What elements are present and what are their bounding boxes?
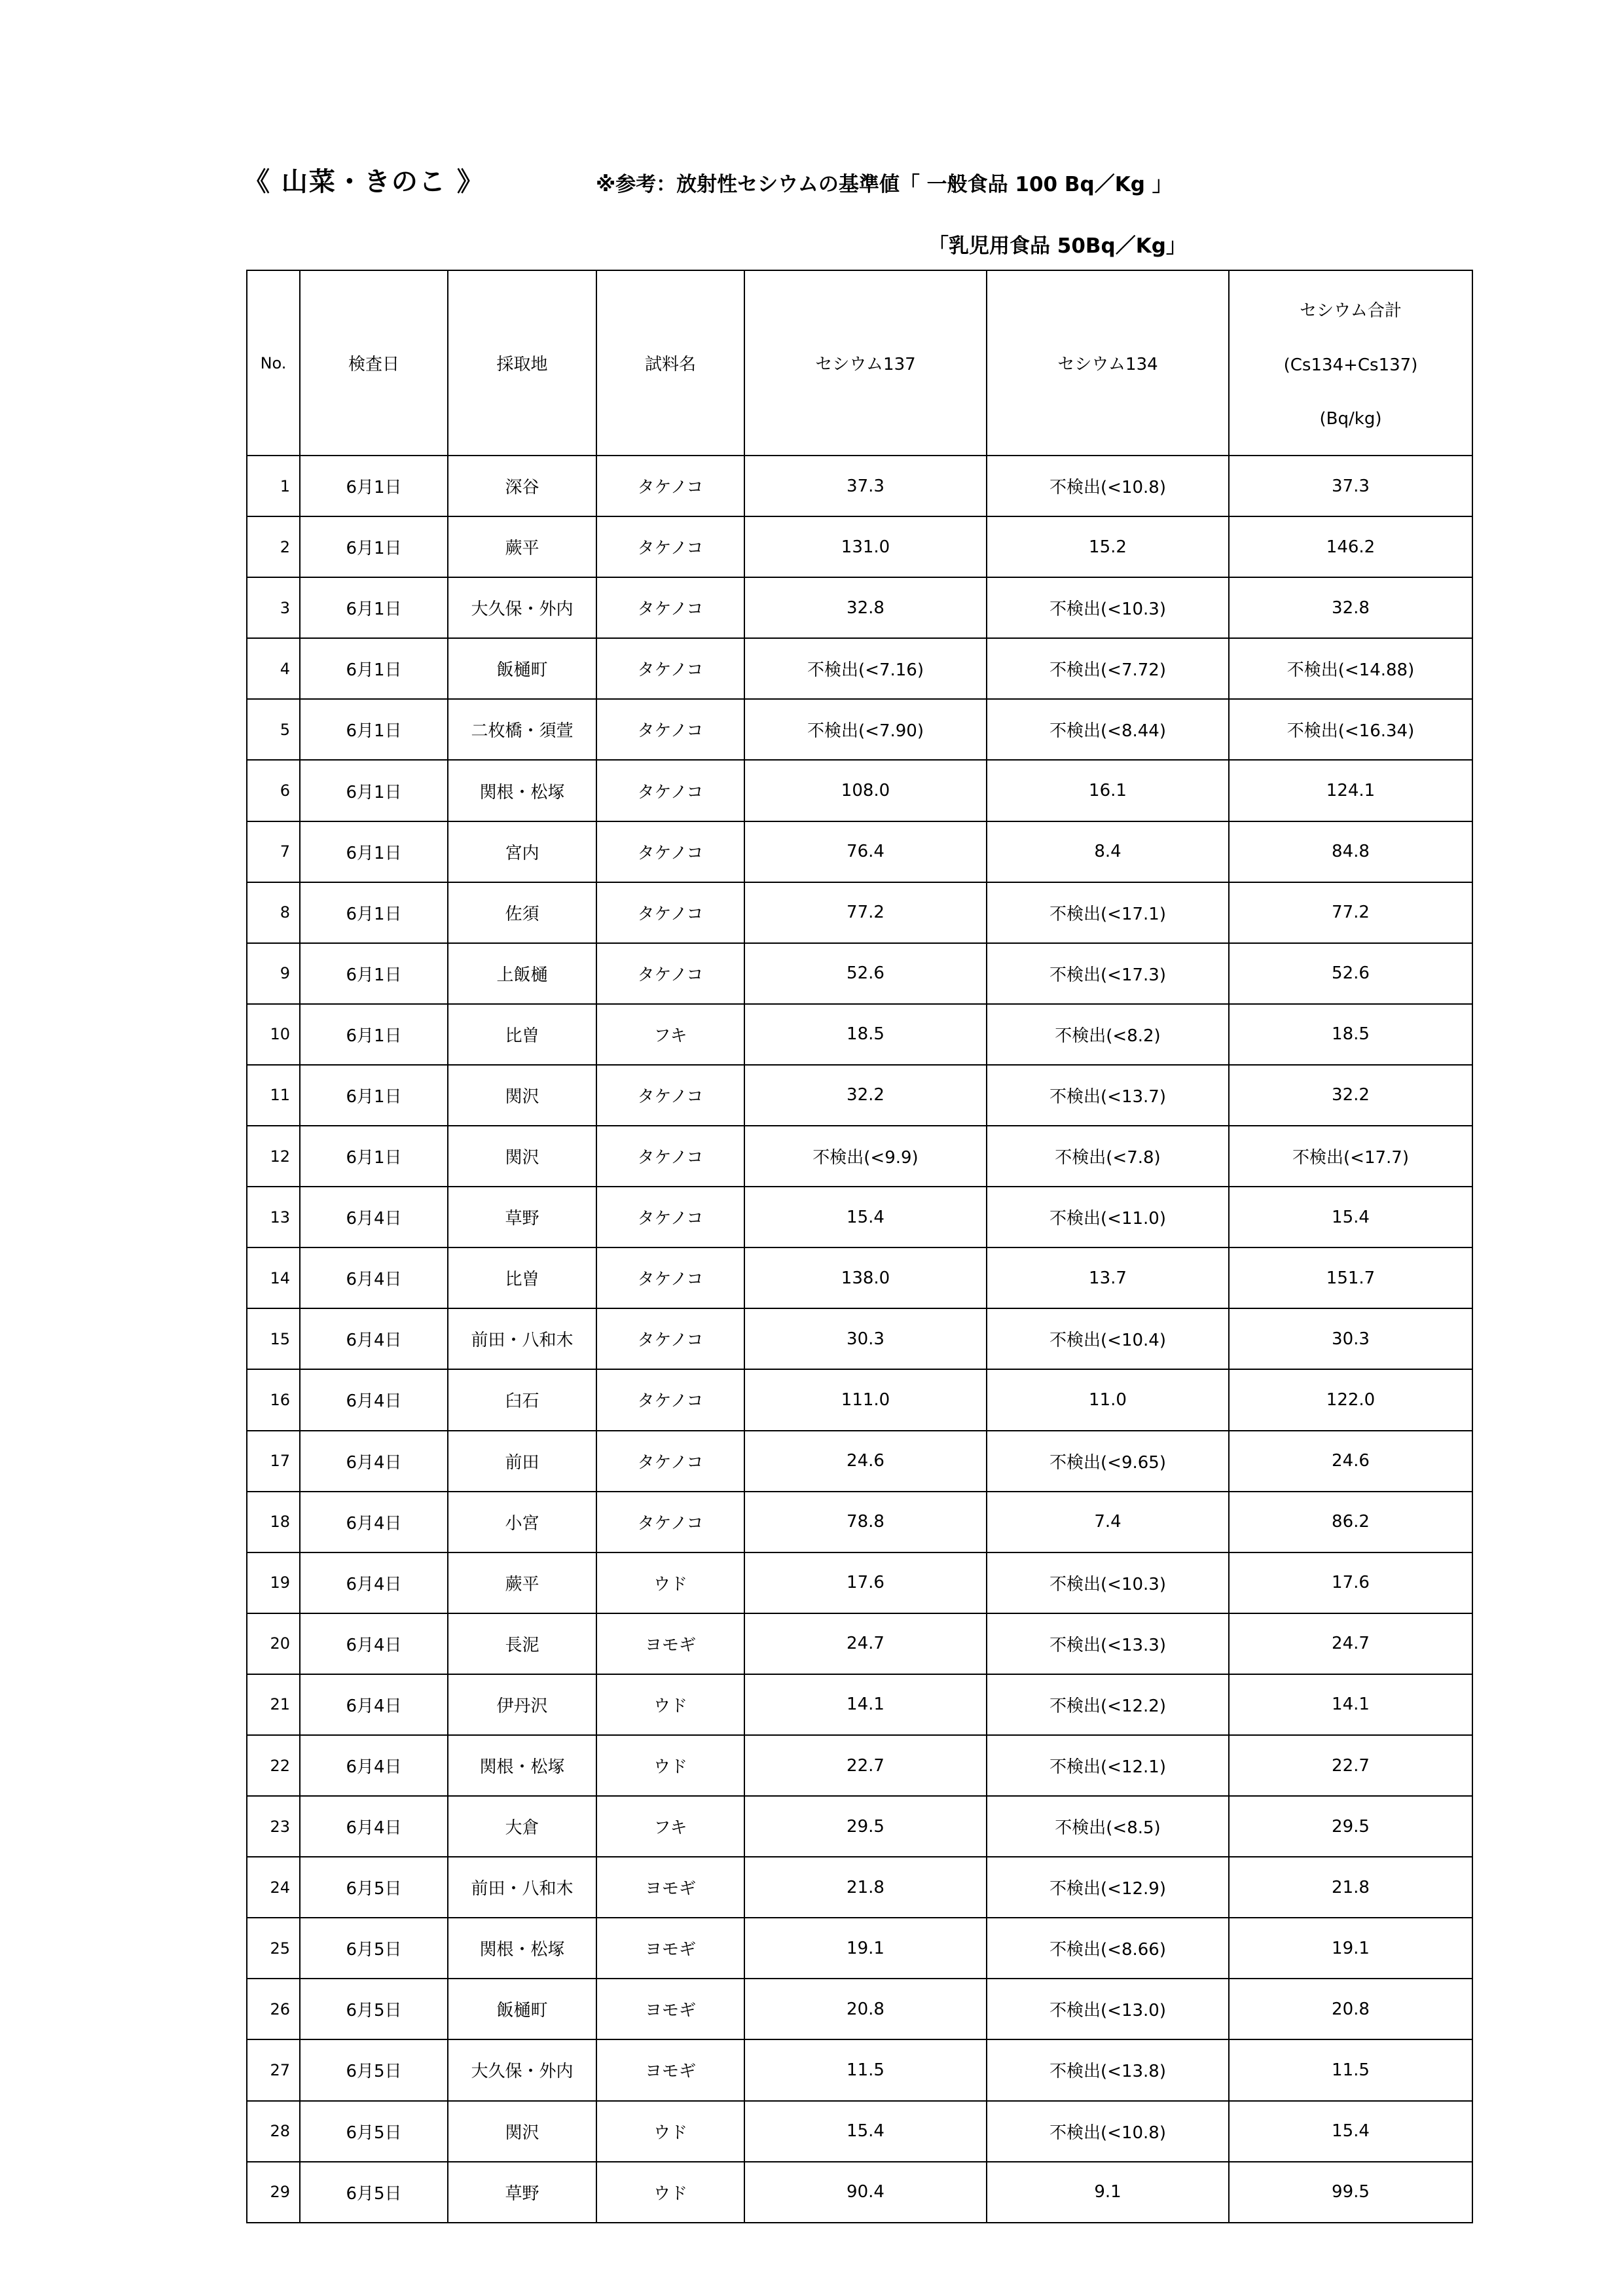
cell-total: 不検出(<14.88) bbox=[1229, 638, 1472, 699]
results-table bbox=[246, 270, 1473, 2223]
cell-location: 臼石 bbox=[448, 1369, 596, 1430]
cell-total: 32.2 bbox=[1229, 1065, 1472, 1126]
cell-date: 6月4日 bbox=[300, 1613, 448, 1674]
cell-date: 6月1日 bbox=[300, 760, 448, 821]
cell-cs137: 11.5 bbox=[744, 2039, 987, 2100]
header-total bbox=[1229, 270, 1472, 456]
table-row bbox=[247, 2039, 1472, 2100]
cell-location: 草野 bbox=[448, 2162, 596, 2223]
cell-total: 17.6 bbox=[1229, 1552, 1472, 1613]
table-header-row bbox=[247, 270, 1472, 456]
cell-sample: ウド bbox=[596, 1552, 744, 1613]
cell-location: 深谷 bbox=[448, 456, 596, 516]
table-row bbox=[247, 1126, 1472, 1187]
cell-cs137: 20.8 bbox=[744, 1979, 987, 2039]
cell-date: 6月1日 bbox=[300, 882, 448, 943]
cell-no: 25 bbox=[247, 1918, 300, 1979]
cell-total: 18.5 bbox=[1229, 1004, 1472, 1065]
cell-no: 6 bbox=[247, 760, 300, 821]
cell-total: 20.8 bbox=[1229, 1979, 1472, 2039]
table-row bbox=[247, 821, 1472, 882]
cell-cs134: 不検出(<7.8) bbox=[987, 1126, 1229, 1187]
table-row bbox=[247, 943, 1472, 1004]
cell-no: 26 bbox=[247, 1979, 300, 2039]
cell-sample: タケノコ bbox=[596, 516, 744, 577]
cell-no: 24 bbox=[247, 1857, 300, 1918]
cell-sample: タケノコ bbox=[596, 1431, 744, 1492]
cell-location: 大久保・外内 bbox=[448, 577, 596, 638]
cell-cs134: 15.2 bbox=[987, 516, 1229, 577]
cell-total: 84.8 bbox=[1229, 821, 1472, 882]
cell-location: 小宮 bbox=[448, 1492, 596, 1552]
cell-date: 6月4日 bbox=[300, 1308, 448, 1369]
cell-cs137: 30.3 bbox=[744, 1308, 987, 1369]
cell-cs137: 18.5 bbox=[744, 1004, 987, 1065]
cell-no: 11 bbox=[247, 1065, 300, 1126]
cell-location: 長泥 bbox=[448, 1613, 596, 1674]
cell-cs134: 13.7 bbox=[987, 1247, 1229, 1308]
cell-no: 29 bbox=[247, 2162, 300, 2223]
cell-location: 関沢 bbox=[448, 1065, 596, 1126]
header-total-formula: (Cs134+Cs137) bbox=[1283, 355, 1418, 375]
cell-sample: ウド bbox=[596, 1674, 744, 1735]
cell-location: 前田・八和木 bbox=[448, 1308, 596, 1369]
table-row bbox=[247, 1308, 1472, 1369]
cell-no: 9 bbox=[247, 943, 300, 1004]
cell-location: 飯樋町 bbox=[448, 638, 596, 699]
cell-date: 6月4日 bbox=[300, 1247, 448, 1308]
cell-location: 比曽 bbox=[448, 1247, 596, 1308]
cell-cs137: 138.0 bbox=[744, 1247, 987, 1308]
cell-sample: ヨモギ bbox=[596, 2039, 744, 2100]
cell-cs137: 14.1 bbox=[744, 1674, 987, 1735]
cell-no: 8 bbox=[247, 882, 300, 943]
cell-sample: ウド bbox=[596, 2101, 744, 2162]
page-title: 《 山菜・きのこ 》 bbox=[244, 167, 484, 197]
cell-total: 151.7 bbox=[1229, 1247, 1472, 1308]
cell-cs134: 不検出(<17.3) bbox=[987, 943, 1229, 1004]
header-location: 採取地 bbox=[448, 270, 596, 456]
cell-date: 6月1日 bbox=[300, 699, 448, 760]
table-row bbox=[247, 638, 1472, 699]
cell-no: 16 bbox=[247, 1369, 300, 1430]
cell-cs134: 不検出(<12.9) bbox=[987, 1857, 1229, 1918]
table-row bbox=[247, 1369, 1472, 1430]
cell-cs134: 不検出(<12.1) bbox=[987, 1735, 1229, 1796]
cell-date: 6月1日 bbox=[300, 821, 448, 882]
cell-cs134: 不検出(<12.2) bbox=[987, 1674, 1229, 1735]
cell-location: 飯樋町 bbox=[448, 1979, 596, 2039]
cell-date: 6月1日 bbox=[300, 456, 448, 516]
cell-cs137: 32.2 bbox=[744, 1065, 987, 1126]
cell-cs134: 不検出(<8.2) bbox=[987, 1004, 1229, 1065]
cell-date: 6月1日 bbox=[300, 1126, 448, 1187]
cell-total: 32.8 bbox=[1229, 577, 1472, 638]
cell-cs137: 90.4 bbox=[744, 2162, 987, 2223]
table-row bbox=[247, 1735, 1472, 1796]
cell-location: 関沢 bbox=[448, 1126, 596, 1187]
table-row bbox=[247, 1065, 1472, 1126]
cell-date: 6月4日 bbox=[300, 1369, 448, 1430]
table-row bbox=[247, 1918, 1472, 1979]
table-row bbox=[247, 1187, 1472, 1247]
cell-date: 6月5日 bbox=[300, 2162, 448, 2223]
cell-no: 20 bbox=[247, 1613, 300, 1674]
cell-date: 6月1日 bbox=[300, 1004, 448, 1065]
cell-date: 6月1日 bbox=[300, 577, 448, 638]
cell-cs134: 7.4 bbox=[987, 1492, 1229, 1552]
cell-sample: タケノコ bbox=[596, 1126, 744, 1187]
cell-cs137: 37.3 bbox=[744, 456, 987, 516]
cell-no: 13 bbox=[247, 1187, 300, 1247]
cell-cs137: 24.7 bbox=[744, 1613, 987, 1674]
cell-cs134: 不検出(<10.3) bbox=[987, 577, 1229, 638]
cell-no: 10 bbox=[247, 1004, 300, 1065]
cell-date: 6月4日 bbox=[300, 1492, 448, 1552]
cell-sample: タケノコ bbox=[596, 760, 744, 821]
cell-no: 27 bbox=[247, 2039, 300, 2100]
cell-cs137: 15.4 bbox=[744, 1187, 987, 1247]
cell-cs137: 24.6 bbox=[744, 1431, 987, 1492]
cell-cs134: 不検出(<13.7) bbox=[987, 1065, 1229, 1126]
cell-cs137: 17.6 bbox=[744, 1552, 987, 1613]
cell-date: 6月4日 bbox=[300, 1735, 448, 1796]
cell-cs137: 76.4 bbox=[744, 821, 987, 882]
cell-location: 関沢 bbox=[448, 2101, 596, 2162]
cell-location: 関根・松塚 bbox=[448, 1735, 596, 1796]
cell-cs137: 22.7 bbox=[744, 1735, 987, 1796]
header-total-title: セシウム合計 bbox=[1300, 301, 1402, 321]
cell-no: 4 bbox=[247, 638, 300, 699]
cell-cs134: 不検出(<8.66) bbox=[987, 1918, 1229, 1979]
cell-cs134: 不検出(<9.65) bbox=[987, 1431, 1229, 1492]
cell-total: 99.5 bbox=[1229, 2162, 1472, 2223]
cell-total: 24.7 bbox=[1229, 1613, 1472, 1674]
cell-total: 52.6 bbox=[1229, 943, 1472, 1004]
cell-cs134: 不検出(<8.5) bbox=[987, 1796, 1229, 1857]
cell-no: 14 bbox=[247, 1247, 300, 1308]
cell-location: 伊丹沢 bbox=[448, 1674, 596, 1735]
cell-no: 19 bbox=[247, 1552, 300, 1613]
cell-sample: ウド bbox=[596, 2162, 744, 2223]
cell-sample: タケノコ bbox=[596, 1065, 744, 1126]
cell-location: 関根・松塚 bbox=[448, 1918, 596, 1979]
cell-cs137: 15.4 bbox=[744, 2101, 987, 2162]
table-row bbox=[247, 456, 1472, 516]
cell-cs137: 不検出(<9.9) bbox=[744, 1126, 987, 1187]
cell-cs134: 不検出(<11.0) bbox=[987, 1187, 1229, 1247]
cell-total: 86.2 bbox=[1229, 1492, 1472, 1552]
cell-cs134: 16.1 bbox=[987, 760, 1229, 821]
cell-location: 関根・松塚 bbox=[448, 760, 596, 821]
cell-location: 前田 bbox=[448, 1431, 596, 1492]
cell-date: 6月5日 bbox=[300, 1918, 448, 1979]
table-row bbox=[247, 516, 1472, 577]
cell-total: 15.4 bbox=[1229, 2101, 1472, 2162]
cell-sample: タケノコ bbox=[596, 1308, 744, 1369]
table-row bbox=[247, 760, 1472, 821]
cell-total: 37.3 bbox=[1229, 456, 1472, 516]
cell-total: 14.1 bbox=[1229, 1674, 1472, 1735]
table-row bbox=[247, 1979, 1472, 2039]
cell-sample: ヨモギ bbox=[596, 1979, 744, 2039]
cell-date: 6月4日 bbox=[300, 1552, 448, 1613]
cell-no: 7 bbox=[247, 821, 300, 882]
cell-total: 不検出(<16.34) bbox=[1229, 699, 1472, 760]
cell-cs137: 131.0 bbox=[744, 516, 987, 577]
cell-sample: ヨモギ bbox=[596, 1613, 744, 1674]
cell-date: 6月4日 bbox=[300, 1674, 448, 1735]
cell-cs137: 77.2 bbox=[744, 882, 987, 943]
table-row bbox=[247, 1492, 1472, 1552]
cell-cs137: 108.0 bbox=[744, 760, 987, 821]
table-row bbox=[247, 1431, 1472, 1492]
cell-location: 佐須 bbox=[448, 882, 596, 943]
cell-no: 23 bbox=[247, 1796, 300, 1857]
cell-date: 6月5日 bbox=[300, 2039, 448, 2100]
cell-no: 18 bbox=[247, 1492, 300, 1552]
table-row bbox=[247, 2162, 1472, 2223]
cell-no: 17 bbox=[247, 1431, 300, 1492]
cell-total: 11.5 bbox=[1229, 2039, 1472, 2100]
table-row bbox=[247, 1004, 1472, 1065]
cell-cs137: 29.5 bbox=[744, 1796, 987, 1857]
cell-cs134: 不検出(<8.44) bbox=[987, 699, 1229, 760]
table-row bbox=[247, 699, 1472, 760]
cell-sample: タケノコ bbox=[596, 699, 744, 760]
cell-sample: タケノコ bbox=[596, 1369, 744, 1430]
cell-cs134: 不検出(<17.1) bbox=[987, 882, 1229, 943]
cell-total: 22.7 bbox=[1229, 1735, 1472, 1796]
cell-date: 6月4日 bbox=[300, 1796, 448, 1857]
cell-total: 122.0 bbox=[1229, 1369, 1472, 1430]
reference-note-general: ※参考：放射性セシウムの基準値「 一般食品 100 Bq／Kg 」 bbox=[596, 173, 1173, 196]
cell-no: 5 bbox=[247, 699, 300, 760]
cell-no: 3 bbox=[247, 577, 300, 638]
cell-total: 不検出(<17.7) bbox=[1229, 1126, 1472, 1187]
cell-location: 二枚橋・須萱 bbox=[448, 699, 596, 760]
cell-date: 6月4日 bbox=[300, 1187, 448, 1247]
cell-sample: タケノコ bbox=[596, 1187, 744, 1247]
cell-cs134: 8.4 bbox=[987, 821, 1229, 882]
cell-cs134: 不検出(<13.3) bbox=[987, 1613, 1229, 1674]
cell-no: 12 bbox=[247, 1126, 300, 1187]
cell-total: 77.2 bbox=[1229, 882, 1472, 943]
table-row bbox=[247, 1247, 1472, 1308]
cell-cs134: 不検出(<10.3) bbox=[987, 1552, 1229, 1613]
table-row bbox=[247, 1613, 1472, 1674]
cell-location: 上飯樋 bbox=[448, 943, 596, 1004]
cell-sample: タケノコ bbox=[596, 577, 744, 638]
cell-date: 6月1日 bbox=[300, 943, 448, 1004]
cell-cs137: 不検出(<7.16) bbox=[744, 638, 987, 699]
cell-sample: フキ bbox=[596, 1004, 744, 1065]
cell-location: 蕨平 bbox=[448, 516, 596, 577]
cell-no: 2 bbox=[247, 516, 300, 577]
cell-total: 29.5 bbox=[1229, 1796, 1472, 1857]
table-body bbox=[247, 456, 1472, 2223]
cell-no: 21 bbox=[247, 1674, 300, 1735]
header-date: 検査日 bbox=[300, 270, 448, 456]
cell-date: 6月4日 bbox=[300, 1431, 448, 1492]
table-row bbox=[247, 1796, 1472, 1857]
cell-cs134: 9.1 bbox=[987, 2162, 1229, 2223]
cell-location: 蕨平 bbox=[448, 1552, 596, 1613]
header-cs137: セシウム137 bbox=[744, 270, 987, 456]
cell-sample: フキ bbox=[596, 1796, 744, 1857]
reference-note-infant: 「乳児用食品 50Bq／Kg」 bbox=[928, 234, 1186, 258]
cell-sample: タケノコ bbox=[596, 456, 744, 516]
cell-total: 19.1 bbox=[1229, 1918, 1472, 1979]
cell-date: 6月1日 bbox=[300, 638, 448, 699]
cell-total: 24.6 bbox=[1229, 1431, 1472, 1492]
table-row bbox=[247, 2101, 1472, 2162]
cell-total: 146.2 bbox=[1229, 516, 1472, 577]
table-row bbox=[247, 1552, 1472, 1613]
cell-date: 6月1日 bbox=[300, 1065, 448, 1126]
cell-date: 6月5日 bbox=[300, 2101, 448, 2162]
cell-sample: ウド bbox=[596, 1735, 744, 1796]
cell-cs137: 111.0 bbox=[744, 1369, 987, 1430]
cell-location: 大久保・外内 bbox=[448, 2039, 596, 2100]
cell-total: 124.1 bbox=[1229, 760, 1472, 821]
cell-location: 大倉 bbox=[448, 1796, 596, 1857]
cell-sample: タケノコ bbox=[596, 943, 744, 1004]
header-total-unit: (Bq/kg) bbox=[1319, 409, 1382, 429]
cell-location: 宮内 bbox=[448, 821, 596, 882]
cell-cs134: 不検出(<10.4) bbox=[987, 1308, 1229, 1369]
cell-sample: タケノコ bbox=[596, 882, 744, 943]
cell-cs137: 32.8 bbox=[744, 577, 987, 638]
cell-cs134: 不検出(<10.8) bbox=[987, 456, 1229, 516]
table-row bbox=[247, 1674, 1472, 1735]
cell-location: 草野 bbox=[448, 1187, 596, 1247]
header-sample: 試料名 bbox=[596, 270, 744, 456]
cell-total: 15.4 bbox=[1229, 1187, 1472, 1247]
cell-date: 6月5日 bbox=[300, 1979, 448, 2039]
cell-cs137: 不検出(<7.90) bbox=[744, 699, 987, 760]
cell-cs134: 不検出(<13.8) bbox=[987, 2039, 1229, 2100]
cell-sample: タケノコ bbox=[596, 638, 744, 699]
cell-cs134: 11.0 bbox=[987, 1369, 1229, 1430]
cell-date: 6月1日 bbox=[300, 516, 448, 577]
cell-sample: タケノコ bbox=[596, 1492, 744, 1552]
table-row bbox=[247, 882, 1472, 943]
cell-location: 比曽 bbox=[448, 1004, 596, 1065]
cell-date: 6月5日 bbox=[300, 1857, 448, 1918]
cell-sample: タケノコ bbox=[596, 821, 744, 882]
cell-total: 30.3 bbox=[1229, 1308, 1472, 1369]
cell-no: 1 bbox=[247, 456, 300, 516]
cell-no: 15 bbox=[247, 1308, 300, 1369]
cell-sample: ヨモギ bbox=[596, 1857, 744, 1918]
header-cs134: セシウム134 bbox=[987, 270, 1229, 456]
cell-no: 22 bbox=[247, 1735, 300, 1796]
cell-total: 21.8 bbox=[1229, 1857, 1472, 1918]
cell-cs134: 不検出(<7.72) bbox=[987, 638, 1229, 699]
table-row bbox=[247, 577, 1472, 638]
header-no: No. bbox=[247, 270, 300, 456]
cell-no: 28 bbox=[247, 2101, 300, 2162]
cell-cs137: 21.8 bbox=[744, 1857, 987, 1918]
cell-cs137: 78.8 bbox=[744, 1492, 987, 1552]
cell-sample: タケノコ bbox=[596, 1247, 744, 1308]
cell-cs137: 52.6 bbox=[744, 943, 987, 1004]
cell-cs134: 不検出(<13.0) bbox=[987, 1979, 1229, 2039]
cell-cs134: 不検出(<10.8) bbox=[987, 2101, 1229, 2162]
cell-sample: ヨモギ bbox=[596, 1918, 744, 1979]
cell-location: 前田・八和木 bbox=[448, 1857, 596, 1918]
table-row bbox=[247, 1857, 1472, 1918]
cell-cs137: 19.1 bbox=[744, 1918, 987, 1979]
